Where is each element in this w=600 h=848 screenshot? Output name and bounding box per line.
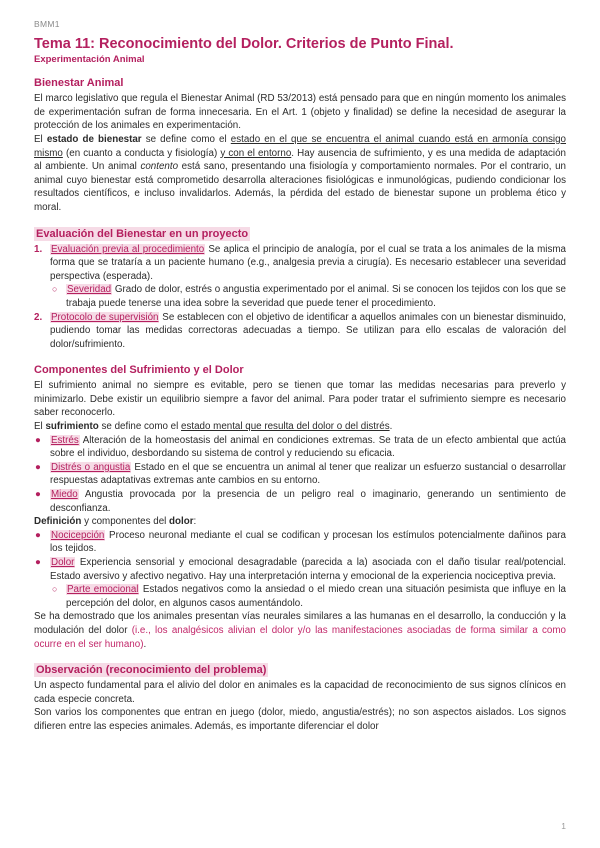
term-highlight: Protocolo de supervisión	[51, 311, 159, 323]
course-code: BMM1	[34, 19, 60, 29]
list-item: ● Dolor Experiencia sensorial y emocional desagradable (parecida a la) asociada con el daño tisular real/potencial. Estado aversivo y afectivo negativo. Hay una interpretación interna y emocional de la experiencia nociceptiva previa.	[35, 557, 566, 582]
list-item: ● Nocicepción Proceso neuronal mediante el cual se codifican y procesan los estímulos potencialmente dañinos para los tejidos.	[35, 529, 566, 555]
section-heading-componentes: Componentes del Sufrimiento y el Dolor	[34, 364, 244, 377]
page-title: Tema 11: Reconocimiento del Dolor. Criterios de Punto Final.	[34, 35, 454, 52]
bullet-icon: ●	[35, 434, 41, 446]
bullet-icon: ●	[35, 529, 41, 541]
list-item: ● Distrés o angustia Estado en el que se encuentra un animal al tener que realizar un esfuerzo sustancial o desarrollar respuestas adaptativas extremas ante cambios en su entorno.	[35, 461, 566, 487]
sub-list-item: ○ Parte emocional Estados negativos como la ansiedad o el miedo crean una situación pesimista que influye en la percepción del dolor, en algunos casos aumentándolo.	[52, 584, 566, 609]
list-item: 2. Protocolo de supervisión Se establecen con el objetivo de identificar a aquellos animales con un bienestar disminuido, pudiendo tomar las medidas correctoras adecuadas a tiempo. Se utilizan para ello escalas de valoración del dolor/sufrimiento.	[34, 311, 566, 350]
paragraph: El marco legislativo que regula el Bienestar Animal (RD 53/2013) está pensado para que en ningún momento los animales de experimentación sufran de forma innecesaria. En el Art. 1 (objeto y finalidad) se define la necesidad de asegurar la protección de los animales en experimentación.	[34, 93, 566, 132]
list-number: 1.	[34, 243, 43, 255]
term-highlight: Estrés	[51, 434, 79, 446]
section-heading-bienestar: Bienestar Animal	[34, 77, 124, 90]
paragraph: Un aspecto fundamental para el alivio del dolor en animales es la capacidad de reconocimiento de sus signos clínicos en cada especie concreta.	[34, 680, 566, 705]
bullet-icon: ●	[35, 489, 41, 501]
term-highlight: Nocicepción	[51, 529, 105, 541]
term-highlight: Dolor	[51, 557, 75, 568]
paragraph: Definición y componentes del dolor:	[34, 516, 197, 528]
paragraph: Son varios los componentes que entran en juego (dolor, miedo, angustia/estrés); no son aspectos aislados. Los signos difieren entre las especies animales. Además, es importante diferenciar el dolor	[34, 707, 566, 732]
list-item: ● Estrés Alteración de la homeostasis del animal en condiciones extremas. Se trata de un efecto ambiental que actúa sobre el individuo, desbordando su sistema de control y reduciendo su eficacia.	[35, 434, 566, 460]
section-heading-evaluacion: Evaluación del Bienestar en un proyecto	[36, 227, 249, 240]
term-highlight: Evaluación previa al procedimiento	[51, 243, 205, 255]
paragraph: El sufrimiento animal no siempre es evitable, pero se tienen que tomar las medidas necesarias para preverlo y minimizarlo. Debe existir un equilibrio siempre a favor del animal. Para poder tratar el sufrimiento siempre es necesario saber reconocerlo.	[34, 380, 566, 419]
term-highlight: Severidad	[67, 284, 112, 296]
circle-bullet-icon: ○	[52, 584, 58, 595]
paragraph: Se ha demostrado que los animales presentan vías neurales similares a las humanas en el desarrollo, la conducción y la modulación del dolor (i.e., los analgésicos alivian el dolor y/o las manifestaciones asociadas de forma similar a como ocurre en el ser humano).	[34, 611, 566, 650]
list-item: 1. Evaluación previa al procedimiento Se aplica el principio de analogía, por el cual se trata a los animales de la misma forma que se trataría a un paciente humano (e.g., analgesia previa a cirugía). Es necesario establecer una severidad perspectiva (esperada).	[34, 243, 566, 282]
list-number: 2.	[34, 311, 43, 323]
section-heading-observacion: Observación (reconocimiento del problema)	[36, 664, 267, 677]
sub-list-item: ○ Severidad Grado de dolor, estrés o angustia experimentado por el animal. Si se conocen los tejidos con los que se trabaja puede tenerse una idea sobre la severidad que puede tener el procedimiento.	[52, 284, 566, 309]
term-highlight: Miedo	[51, 489, 78, 501]
circle-bullet-icon: ○	[52, 284, 58, 295]
page-number: 1	[561, 821, 566, 832]
paragraph: El estado de bienestar se define como el estado en el que se encuentra el animal cuando está en armonía consigo mismo (en cuanto a conducta y fisiología) y con el entorno. Hay ausencia de sufrimiento, y es una medida de adaptación al ambiente. Un animal contento está sano, presentando una fisiología y comportamiento normales. Por el contrario, un animal cuyo bienestar está comprometido desarrolla alteraciones fisiológicas e inmunológicas, pudiendo condicionar los resultados científicos, e incluso invalidarlos. Además, la pérdida del estado de bienestar supone un problema ético y moral.	[34, 133, 567, 213]
term-highlight: Distrés o angustia	[51, 461, 131, 473]
paragraph: El sufrimiento se define como el estado mental que resulta del dolor o del distrés.	[34, 421, 393, 433]
bullet-icon: ●	[35, 461, 41, 473]
term-highlight: Parte emocional	[67, 584, 139, 596]
list-item: ● Miedo Angustia provocada por la presencia de un peligro real o imaginario, generando un sentimiento de desconfianza.	[35, 489, 566, 514]
page-subtitle: Experimentación Animal	[34, 53, 145, 65]
bullet-icon: ●	[35, 557, 41, 568]
